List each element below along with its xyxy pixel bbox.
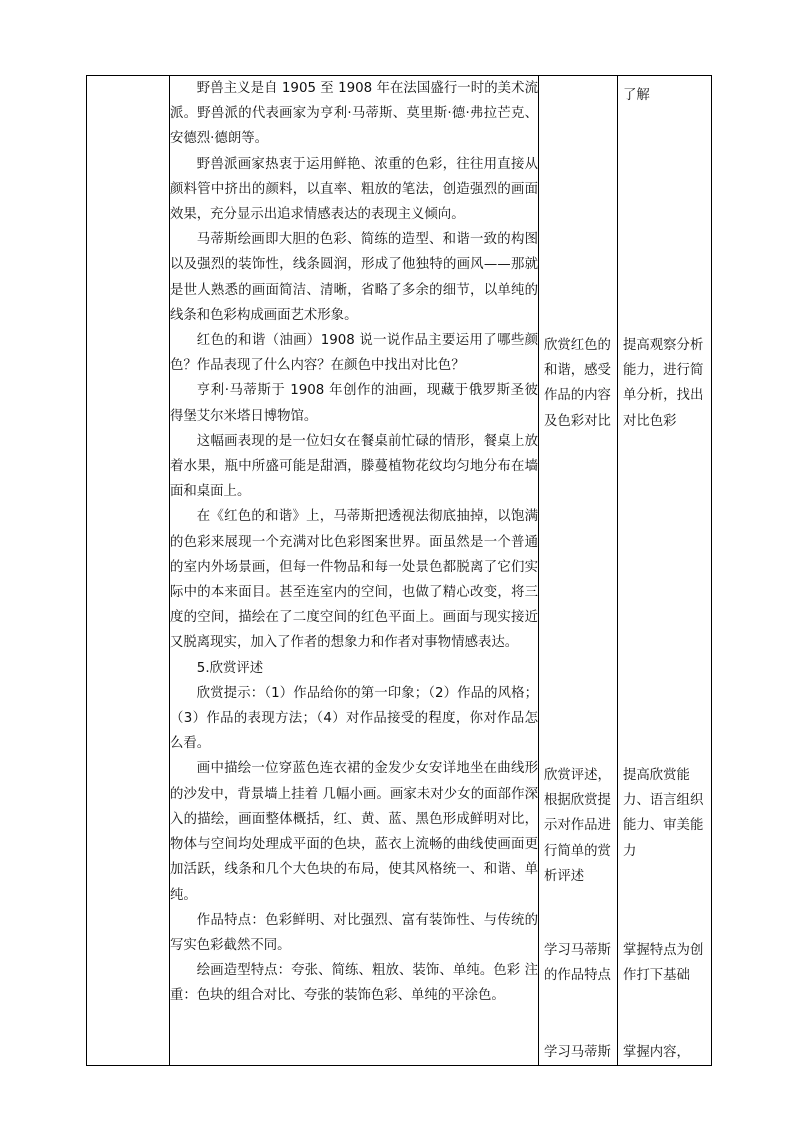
section-heading-appreciation: 5.欣赏评述 [196,660,264,676]
paragraph-red-harmony-scene: 这幅画表现的是一位妇女在餐桌前忙碌的情形，餐桌上放着水果，瓶中所盛可能是甜酒，滕蔓植物花纹均匀地分布在墙面和桌面上。 [170,433,538,500]
paragraph-matisse-style: 马蒂斯绘画即大胆的色彩、简练的造型、和谐一致的构图以及强烈的装饰性，线条圆润，形成了他独特的画风——那就是世人熟悉的画面简洁、清晰，省略了多余的细节，以单纯的线条和色彩构成画面艺术形象。 [170,232,538,323]
design-intent-note: 掌握特点为创作打下基础 [623,943,704,984]
table-row [87,76,712,1066]
student-activity-note: 欣赏红色的和谐，感受作品的内容及色彩对比 [544,338,611,429]
design-intent-note: 掌握内容， [623,1045,690,1060]
student-activity-cell [539,76,618,1066]
paragraph-modeling-features: 绘画造型特点：夸张、简练、粗放、装饰、单纯。色彩 注重：色块的组合对比、夸张的装饰色彩、单纯的平涂色。 [170,963,538,1004]
paragraph-appreciation-tips: 欣赏提示：（1）作品给你的第一印象；（2）作品的风格；（3）作品的表现方法；（4）对作品接受的程度，你对作品怎么看。 [170,685,538,752]
student-activity-note: 学习马蒂斯 [544,1045,611,1060]
design-intent-note: 提高欣赏能力、语言组织能力、审美能力 [623,768,704,859]
teaching-content-cell [170,76,539,1066]
design-intent-note: 了解 [623,88,650,103]
student-activity-note: 欣赏评述，根据欣赏提示对作品进行简单的赏析评述 [544,768,611,884]
paragraph-red-harmony-analysis: 在《红色的和谐》上，马蒂斯把透视法彻底抽掉，以饱满的色彩来展现一个充满对比色彩图案世界。面虽然是一个普通的室内外场景画，但每一件物品和每一处景色都脱离了它们实际中的本来面目。甚至连室内的空间，也做了精心改变，将三度的空间，描绘在了二度空间的红色平面上。画面与现实接近又脱离现实，加入了作者的想象力和作者对事物情感表达。 [170,509,538,651]
paragraph-fauvism-style: 野兽派画家热衷于运用鲜艳、浓重的色彩，往往用直接从颜料管中挤出的颜料，以直率、粗放的笔法，创造强烈的画面效果，充分显示出追求情感表达的表现主义倾向。 [170,156,538,223]
design-intent-cell [618,76,712,1066]
student-activity-note: 学习马蒂斯的作品特点 [544,943,611,984]
paragraph-work-features: 作品特点：色彩鲜明、对比强烈、富有装饰性、与传统的写实色彩截然不同。 [170,912,538,953]
paragraph-red-harmony-info: 亨利·马蒂斯于 1908 年创作的油画，现藏于俄罗斯圣彼得堡艾尔米塔日博物馆。 [170,383,538,424]
paragraph-fauvism-intro: 野兽主义是自 1905 至 1908 年在法国盛行一时的美术流派。野兽派的代表画家为亨利·马蒂斯、莫里斯·德·弗拉芒克、安德烈·德朗等。 [170,81,538,147]
paragraph-red-harmony-questions: 红色的和谐（油画）1908 说一说作品主要运用了哪些颜色？作品表现了什么内容？在颜色中找出对比色？ [170,333,538,374]
design-intent-note: 提高观察分析能力，进行简单分析，找出对比色彩 [623,338,704,429]
empty-column-cell [87,76,170,1066]
paragraph-girl-painting: 画中描绘一位穿蓝色连衣裙的金发少女安详地坐在曲线形的沙发中，背景墙上挂着 几幅小画。画家未对少女的面部作深入的描绘，画面整体概括，红、黄、蓝、黑色形成鲜明对比，物体与空间均处理成平面的色块，蓝衣上流畅的曲线使画面更加活跃，线条和几个大色块的布局，使其风格统一、和谐、单纯。 [170,761,538,903]
lesson-plan-table [86,75,712,1066]
